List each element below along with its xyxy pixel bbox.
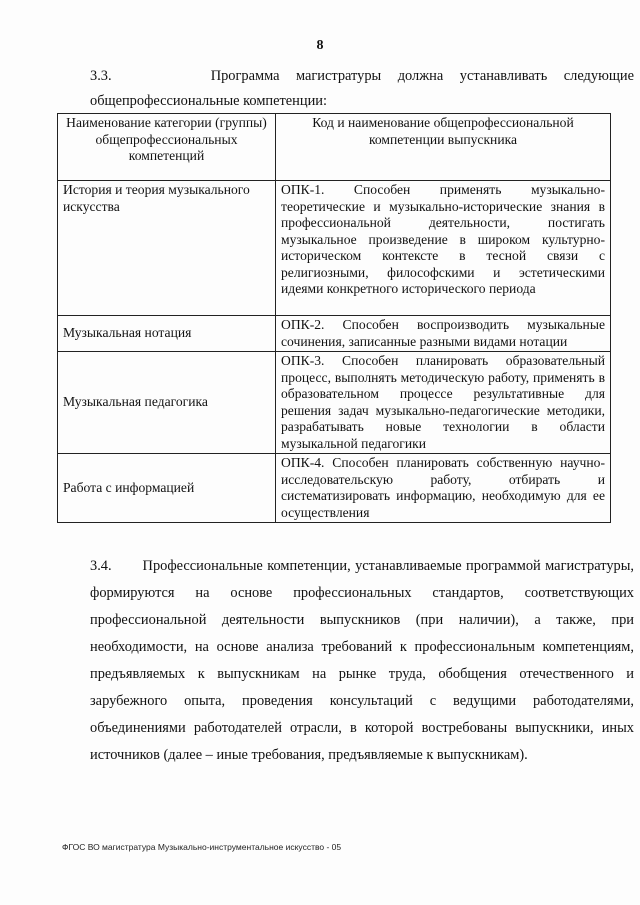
section-3-4-number: 3.4.: [90, 558, 112, 574]
table-row: [58, 454, 611, 523]
table-cell-competence: ОПК-3. Способен планировать образовательный процесс, выполнять методическую работу, применять в образовательном процессе результативные для решения задач музыкально-педагогические методики, разрабатывать новые технологии в области музыкальной педагогики: [276, 352, 611, 454]
document-footer: ФГОС ВО магистратура Музыкально-инструментальное искусство - 05: [62, 842, 342, 852]
table-row: [58, 316, 611, 352]
section-3-3-paragraph: [62, 64, 634, 114]
table-header-category: Наименование категории (группы) общепрофессиональных компетенций: [58, 114, 276, 181]
section-3-3-text: Программа магистратуры должна устанавливать следующие общепрофессиональные компетенции:: [90, 68, 634, 109]
table-header-row: [58, 114, 611, 181]
table-cell-category: Работа с информацией: [58, 454, 276, 523]
table-row: [58, 352, 611, 454]
table-cell-category: История и теория музыкального искусства: [58, 181, 276, 316]
table-cell-category: Музыкальная нотация: [58, 316, 276, 352]
table-cell-competence: ОПК-1. Способен применять музыкально-теоретические и музыкально-исторические знания в профессиональной деятельности, постигать музыкальное произведение в широком культурно-историческом контексте в тесной связи с религиозными, философскими и эстетическими идеями конкретного исторического периода: [276, 181, 611, 316]
table-header-competence: Код и наименование общепрофессиональной компетенции выпускника: [276, 114, 611, 181]
table-row: [58, 181, 611, 316]
section-3-4-text: Профессиональные компетенции, устанавливаемые программой магистратуры, формируются на основе профессиональных стандартов, соответствующих профессиональной деятельности выпускников (при наличии), а также, при необходимости, на основе анализа требований к профессиональным компетенциям, предъявляемых к выпускникам на рынке труда, обобщения отечественного и зарубежного опыта, проведения консультаций с ведущими работодателями, объединениями работодателей отрасли, в которой востребованы выпускники, иных источников (далее – иные требования, предъявляемые к выпускникам).: [90, 558, 634, 763]
section-3-4-paragraph: [62, 553, 634, 769]
section-3-3-number: 3.3.: [90, 68, 112, 84]
table-cell-competence: ОПК-2. Способен воспроизводить музыкальные сочинения, записанные разными видами нотации: [276, 316, 611, 352]
page-number: 8: [316, 38, 324, 53]
table-cell-category: Музыкальная педагогика: [58, 352, 276, 454]
competence-table: [57, 113, 611, 523]
table-cell-competence: ОПК-4. Способен планировать собственную научно-исследовательскую работу, отбирать и систематизировать информацию, необходимую для ее осуществления: [276, 454, 611, 523]
